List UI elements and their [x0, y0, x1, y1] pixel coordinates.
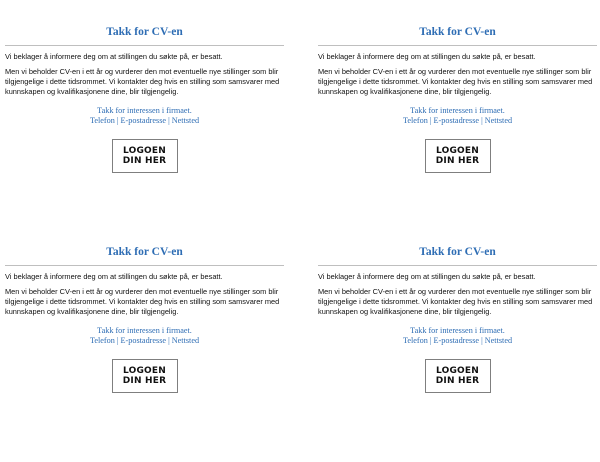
contact-block — [5, 326, 284, 346]
thanks-line: Takk for interessen i firmaet. — [410, 106, 505, 115]
contact-line: Telefon | E-postadresse | Nettsted — [402, 336, 513, 345]
rejection-card — [5, 240, 284, 430]
logo-text-line-1: LOGOEN — [123, 366, 166, 376]
logo-placeholder — [112, 359, 178, 393]
card-paragraph-1: Vi beklager å informere deg om at stillingen du søkte på, er besatt. — [5, 52, 223, 61]
logo-text-line-2: DIN HER — [435, 376, 480, 386]
title-divider — [318, 45, 597, 46]
thanks-line: Takk for interessen i firmaet. — [97, 326, 192, 335]
contact-line: Telefon | E-postadresse | Nettsted — [402, 116, 513, 125]
title-divider — [5, 265, 284, 266]
logo-text-line-2: DIN HER — [435, 156, 480, 166]
contact-line: Telefon | E-postadresse | Nettsted — [89, 116, 200, 125]
contact-line: Telefon | E-postadresse | Nettsted — [89, 336, 200, 345]
contact-block — [318, 326, 597, 346]
thanks-line: Takk for interessen i firmaet. — [410, 326, 505, 335]
card-paragraph-1: Vi beklager å informere deg om at stillingen du søkte på, er besatt. — [318, 52, 536, 61]
card-paragraph-1: Vi beklager å informere deg om at stillingen du søkte på, er besatt. — [318, 272, 536, 281]
logo-placeholder — [425, 359, 491, 393]
card-title: Takk for CV-en — [106, 26, 183, 38]
thanks-line: Takk for interessen i firmaet. — [97, 106, 192, 115]
contact-block — [318, 106, 597, 126]
logo-placeholder — [112, 139, 178, 173]
rejection-card — [318, 20, 597, 210]
card-paragraph-2: Men vi beholder CV-en i ett år og vurderer den mot eventuelle nye stillinger som blir tilgjengelige i dette tidsrommet. Vi kontakter deg hvis en stilling som samsvarer med kunnskapen og kvalifikasjonene dine, blir tilgjengelig. — [318, 287, 593, 316]
card-title: Takk for CV-en — [106, 246, 183, 258]
logo-text-line-1: LOGOEN — [436, 146, 479, 156]
logo-text-line-2: DIN HER — [122, 376, 167, 386]
logo-text-line-2: DIN HER — [122, 156, 167, 166]
rejection-card — [318, 240, 597, 430]
contact-block — [5, 106, 284, 126]
logo-text-line-1: LOGOEN — [436, 366, 479, 376]
rejection-card — [5, 20, 284, 210]
card-paragraph-2: Men vi beholder CV-en i ett år og vurderer den mot eventuelle nye stillinger som blir tilgjengelige i dette tidsrommet. Vi kontakter deg hvis en stilling som samsvarer med kunnskapen og kvalifikasjonene dine, blir tilgjengelig. — [318, 67, 593, 96]
title-divider — [318, 265, 597, 266]
logo-text-line-1: LOGOEN — [123, 146, 166, 156]
card-paragraph-2: Men vi beholder CV-en i ett år og vurderer den mot eventuelle nye stillinger som blir tilgjengelige i dette tidsrommet. Vi kontakter deg hvis en stilling som samsvarer med kunnskapen og kvalifikasjonene dine, blir tilgjengelig. — [5, 287, 280, 316]
title-divider — [5, 45, 284, 46]
card-title: Takk for CV-en — [419, 246, 496, 258]
card-paragraph-2: Men vi beholder CV-en i ett år og vurderer den mot eventuelle nye stillinger som blir tilgjengelige i dette tidsrommet. Vi kontakter deg hvis en stilling som samsvarer med kunnskapen og kvalifikasjonene dine, blir tilgjengelig. — [5, 67, 280, 96]
card-paragraph-1: Vi beklager å informere deg om at stillingen du søkte på, er besatt. — [5, 272, 223, 281]
logo-placeholder — [425, 139, 491, 173]
card-title: Takk for CV-en — [419, 26, 496, 38]
